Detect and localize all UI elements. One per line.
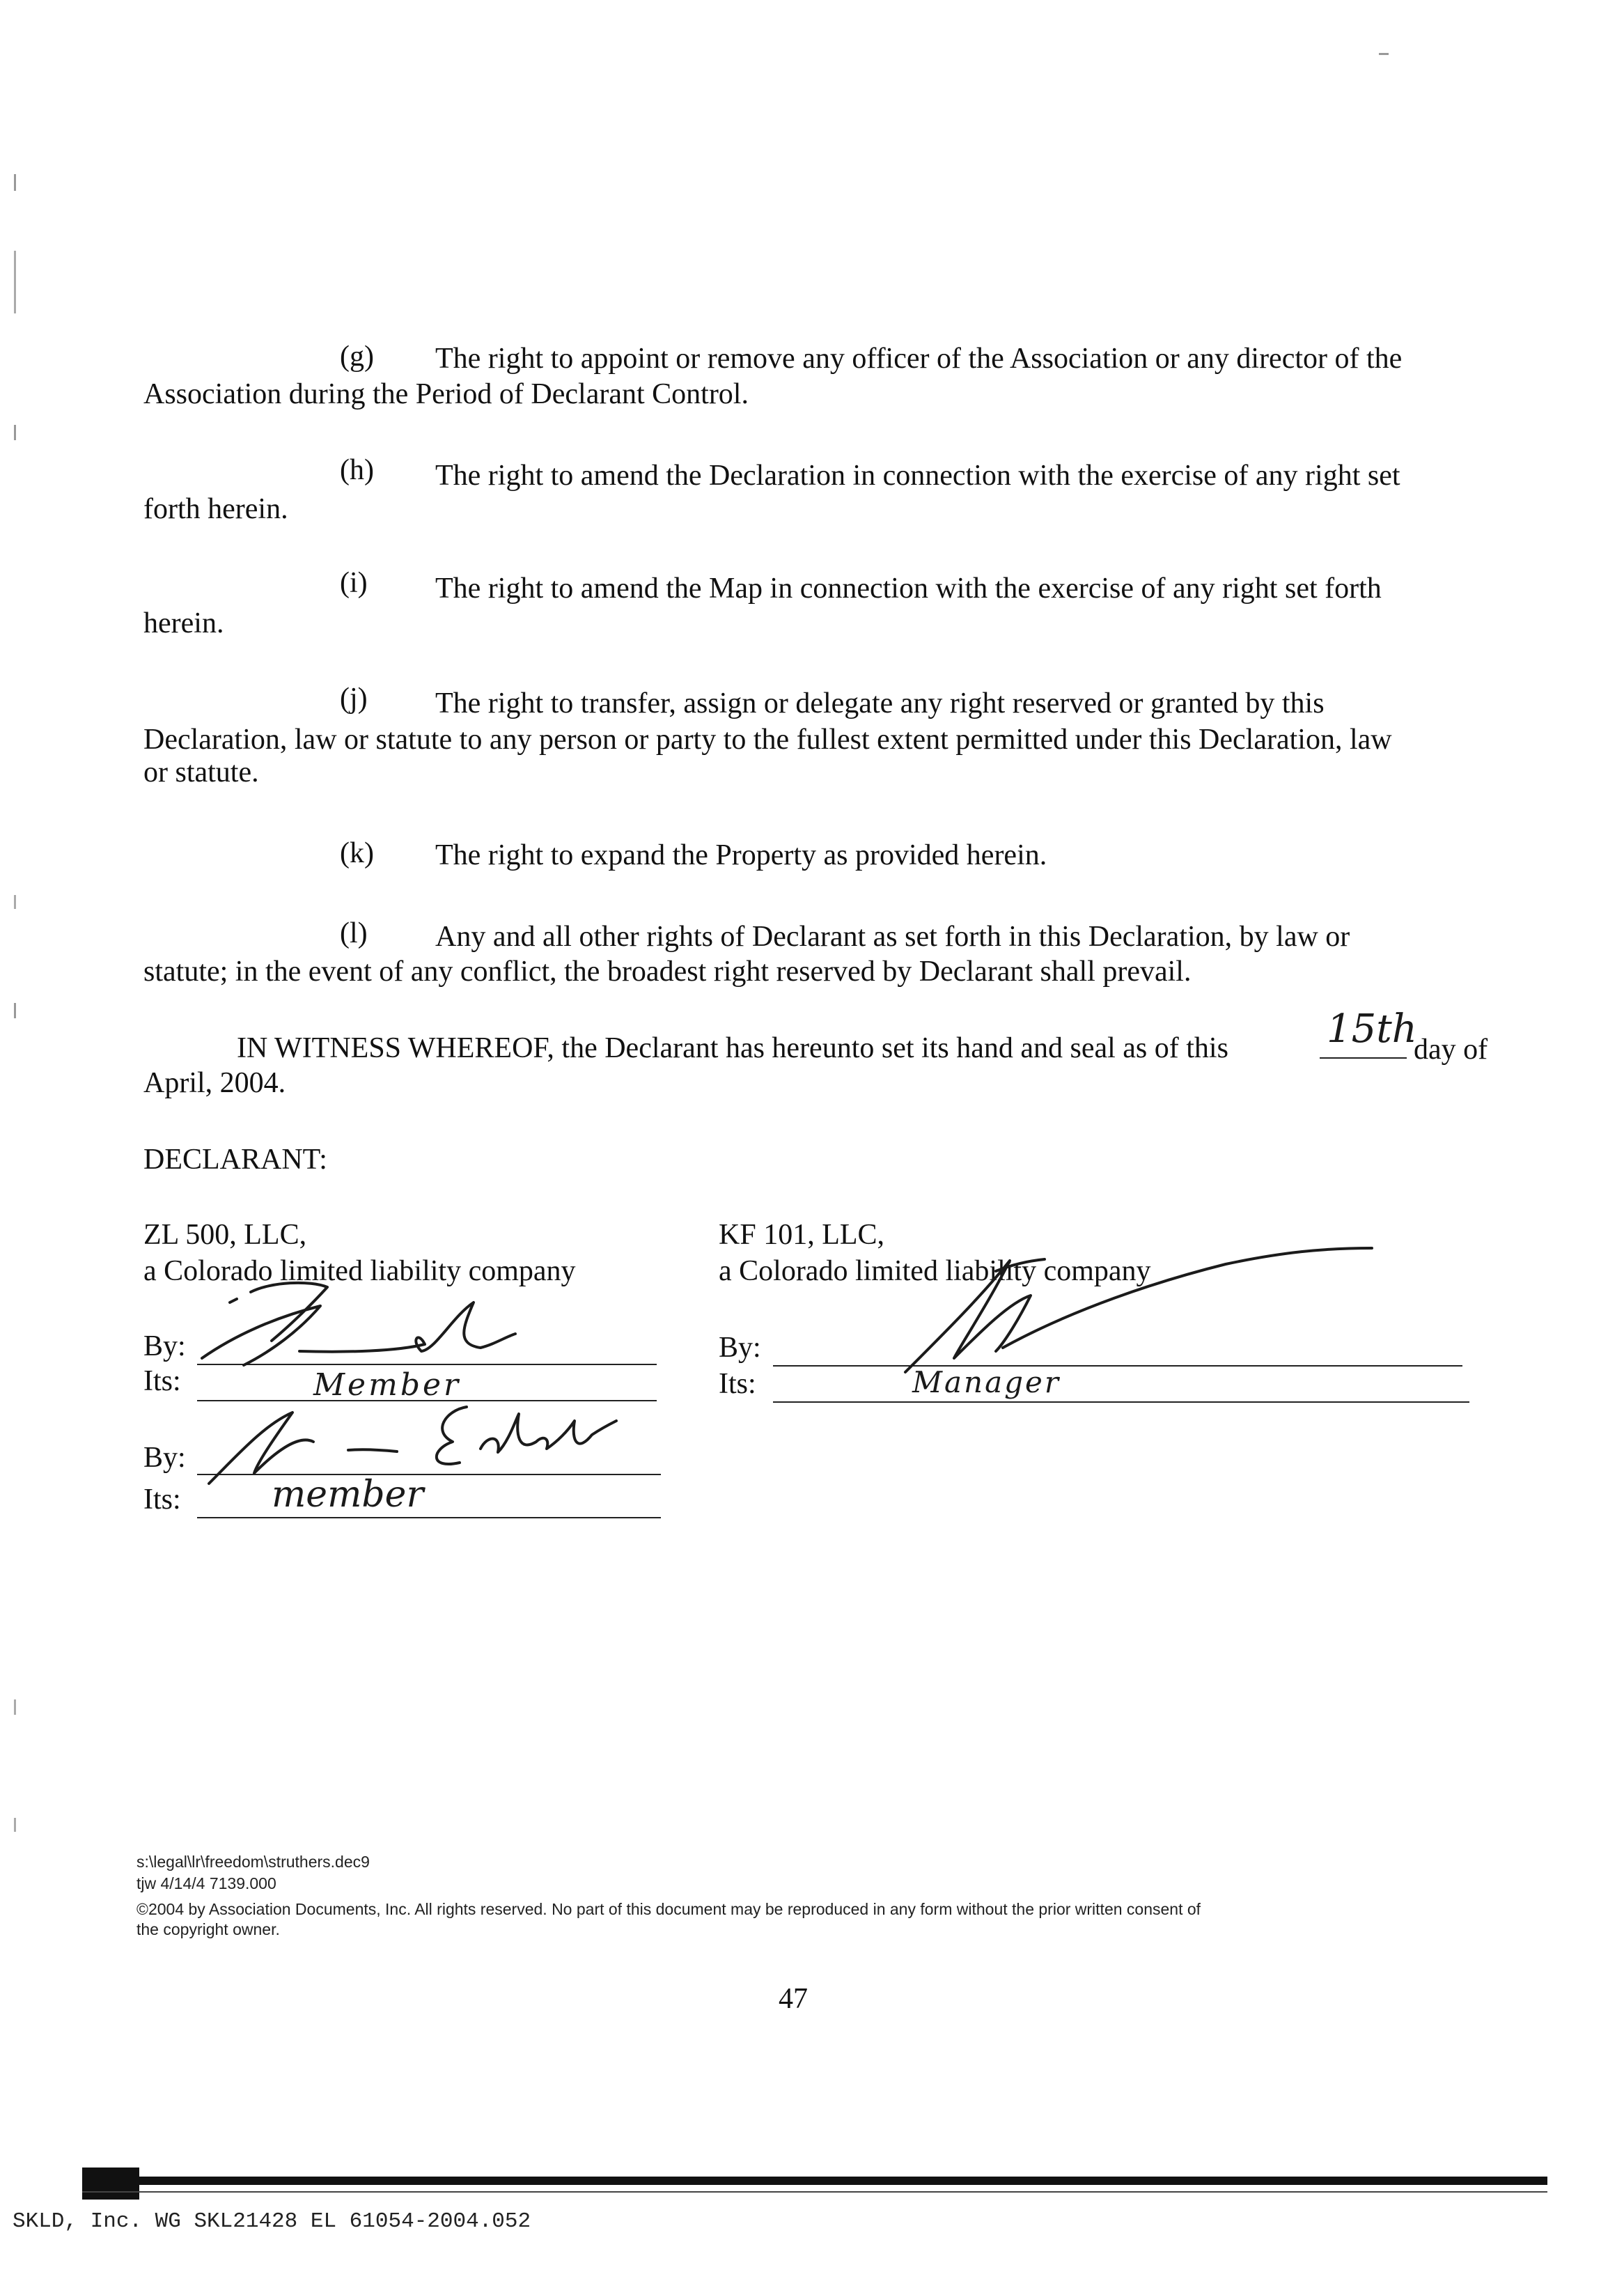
clause-text: herein.: [143, 607, 224, 639]
file-path: s:\legal\lr\freedom\struthers.dec9: [136, 1853, 370, 1871]
signature-kf101: [864, 1233, 1379, 1386]
recording-bar-thin: [82, 2191, 1547, 2193]
copyright-notice: the copyright owner.: [136, 1920, 280, 1938]
scan-mark: [14, 251, 16, 313]
scan-mark: [14, 1003, 16, 1018]
day-blank-line: [1320, 1057, 1407, 1059]
clause-text: The right to expand the Property as provided herein.: [435, 839, 1047, 871]
recording-stamp: SKLD, Inc. WG SKL21428 EL 61054-2004.052: [13, 2209, 531, 2234]
copyright-notice: ©2004 by Association Documents, Inc. All rights reserved. No part of this document may be reproduced in any form without the prior written consent of: [136, 1900, 1201, 1918]
scan-mark: [1379, 53, 1389, 55]
title-line: [773, 1401, 1469, 1403]
scan-mark: [14, 895, 16, 909]
clause-text: Any and all other rights of Declarant as set forth in this Declaration, by law or: [435, 921, 1350, 953]
clause-text: statute; in the event of any conflict, the broadest right reserved by Declarant shall prevail.: [143, 956, 1192, 988]
signatory-description: a Colorado limited liability company: [719, 1255, 1151, 1287]
its-label: Its:: [143, 1365, 181, 1397]
its-label: Its:: [143, 1484, 181, 1516]
title-line: [197, 1517, 661, 1518]
by-label: By:: [719, 1332, 761, 1364]
scan-mark: [14, 1699, 16, 1715]
signatory-name: ZL 500, LLC,: [143, 1219, 307, 1251]
clause-marker: (l): [340, 917, 368, 949]
handwritten-title: Member: [313, 1367, 462, 1403]
clause-marker: (g): [340, 341, 374, 373]
signature-zl500-second: [188, 1393, 620, 1497]
clause-text: The right to transfer, assign or delegate any right reserved or granted by this: [435, 687, 1325, 719]
scan-mark: [14, 425, 16, 440]
handwritten-day: 15th: [1327, 1006, 1417, 1052]
witness-text: IN WITNESS WHEREOF, the Declarant has hereunto set its hand and seal as of this: [237, 1032, 1228, 1064]
clause-text: Declaration, law or statute to any person or party to the fullest extent permitted under this Declaration, law: [143, 724, 1392, 756]
witness-text: day of: [1414, 1034, 1488, 1066]
clause-text: forth herein.: [143, 493, 288, 525]
scan-mark: [14, 1818, 16, 1832]
clause-text: The right to appoint or remove any officer of the Association or any director of the: [435, 343, 1403, 375]
clause-marker: (i): [340, 567, 368, 599]
clause-text: The right to amend the Map in connection with the exercise of any right set forth: [435, 573, 1382, 605]
by-label: By:: [143, 1330, 186, 1362]
signature-zl500-first: [188, 1275, 522, 1379]
signatory-description: a Colorado limited liability company: [143, 1255, 576, 1287]
clause-text: Association during the Period of Declarant Control.: [143, 378, 749, 410]
signatory-name: KF 101, LLC,: [719, 1219, 885, 1251]
by-label: By:: [143, 1442, 186, 1474]
its-label: Its:: [719, 1368, 756, 1400]
handwritten-title: member: [272, 1474, 424, 1516]
recording-bar: [82, 2177, 1547, 2185]
clause-text: or statute.: [143, 756, 259, 788]
witness-text: April, 2004.: [143, 1067, 286, 1099]
clause-marker: (k): [340, 837, 374, 869]
clause-marker: (h): [340, 454, 374, 486]
clause-marker: (j): [340, 683, 368, 715]
handwritten-title: Manager: [912, 1365, 1061, 1399]
declarant-label: DECLARANT:: [143, 1144, 327, 1176]
scan-mark: [14, 174, 16, 191]
page-number: 47: [779, 1983, 808, 2015]
document-initials: tjw 4/14/4 7139.000: [136, 1874, 276, 1892]
clause-text: The right to amend the Declaration in connection with the exercise of any right set: [435, 460, 1400, 492]
